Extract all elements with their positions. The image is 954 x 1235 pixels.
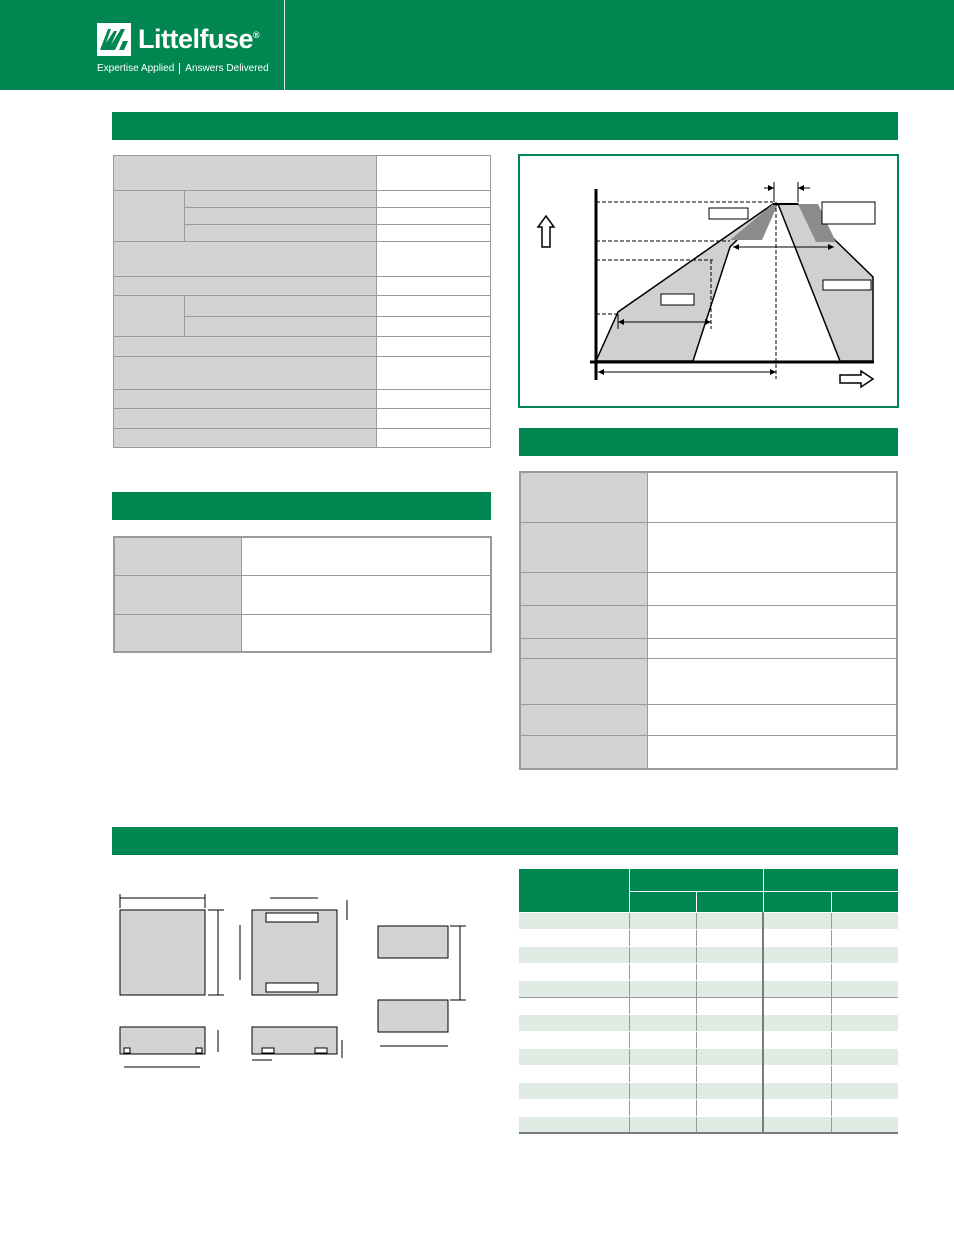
table-row [519, 946, 898, 963]
label-box [823, 280, 871, 290]
terminal-pad [196, 1048, 202, 1053]
tagline-right: Answers Delivered [185, 63, 269, 75]
terminal-pad [266, 983, 318, 992]
table-cell [520, 522, 647, 572]
terminal-pad [124, 1048, 130, 1053]
table-row [519, 1116, 898, 1133]
tagline [97, 63, 269, 74]
table-header-cell [629, 869, 763, 891]
package-dimensions-table [519, 869, 898, 1134]
table-cell [114, 191, 185, 242]
table-cell [114, 409, 377, 429]
terminal-pad [315, 1048, 327, 1053]
table-cell [647, 658, 897, 704]
left-spec-table [113, 155, 491, 448]
table-header-cell [519, 869, 629, 912]
table-cell [520, 605, 647, 638]
table-row [519, 980, 898, 997]
table-header-cell [696, 891, 763, 912]
table-cell [377, 242, 491, 277]
table-cell [647, 704, 897, 735]
reflow-profile-diagram [518, 154, 899, 408]
table-cell [185, 191, 377, 208]
part-side-view [120, 1027, 205, 1054]
table-cell [114, 296, 185, 337]
table-cell [114, 575, 241, 614]
terminal-pad [262, 1048, 274, 1053]
table-cell [185, 296, 377, 317]
section-band-top [112, 112, 898, 140]
tagline-separator [179, 63, 180, 74]
header-divider [284, 0, 285, 90]
table-row [519, 1014, 898, 1031]
table-row [519, 1031, 898, 1048]
table-row [519, 1065, 898, 1082]
table-cell [520, 472, 647, 522]
section-band-bottom [112, 827, 898, 855]
table-cell [185, 208, 377, 225]
table-cell [377, 225, 491, 242]
table-cell [241, 575, 491, 614]
table-cell [185, 317, 377, 337]
table-cell [377, 277, 491, 296]
section-band-right [519, 428, 898, 456]
table-cell [377, 390, 491, 409]
part-end-view [378, 926, 448, 958]
table-header-cell [831, 891, 898, 912]
table-cell [377, 317, 491, 337]
table-row [519, 912, 898, 929]
table-cell [377, 191, 491, 208]
table-header-cell [629, 891, 696, 912]
table-cell [520, 658, 647, 704]
part-top-view [120, 910, 205, 995]
table-cell [114, 242, 377, 277]
table-cell [241, 614, 491, 652]
table-cell [647, 572, 897, 605]
table-header-cell [763, 891, 831, 912]
table-cell [647, 735, 897, 769]
table-cell [114, 614, 241, 652]
table-cell [114, 277, 377, 296]
right-spec-table [519, 471, 898, 770]
brand-name: Littelfuse® [138, 24, 260, 54]
table-row [519, 1082, 898, 1099]
table-cell [114, 156, 377, 191]
table-cell [520, 704, 647, 735]
dimension-drawings [110, 890, 470, 1080]
label-box [661, 294, 694, 305]
table-cell [647, 638, 897, 658]
table-cell [114, 337, 377, 357]
table-cell [377, 429, 491, 448]
table-header-cell [763, 869, 898, 891]
table-cell [114, 357, 377, 390]
table-cell [647, 472, 897, 522]
table-cell [114, 390, 377, 409]
table-cell [647, 522, 897, 572]
table-row [519, 997, 898, 1014]
table-cell [114, 429, 377, 448]
table-row [519, 1048, 898, 1065]
section-band-left [112, 492, 491, 520]
table-cell [114, 537, 241, 575]
tagline-left: Expertise Applied [97, 63, 175, 75]
left-info-table [113, 536, 492, 653]
terminal-pad [266, 913, 318, 922]
table-cell [377, 296, 491, 317]
table-cell [520, 638, 647, 658]
table-cell [520, 572, 647, 605]
table-cell [377, 208, 491, 225]
table-row [519, 929, 898, 946]
table-cell [520, 735, 647, 769]
table-cell [377, 337, 491, 357]
part-top-view-terminals [252, 910, 337, 995]
table-row [519, 963, 898, 980]
part-end-view [378, 1000, 448, 1032]
littelfuse-logo-icon [97, 23, 131, 56]
table-cell [241, 537, 491, 575]
table-cell [377, 156, 491, 191]
table-cell [185, 225, 377, 242]
table-cell [647, 605, 897, 638]
table-cell [377, 357, 491, 390]
table-cell [377, 409, 491, 429]
label-box [822, 202, 875, 224]
label-box [709, 208, 748, 219]
table-row [519, 1099, 898, 1116]
